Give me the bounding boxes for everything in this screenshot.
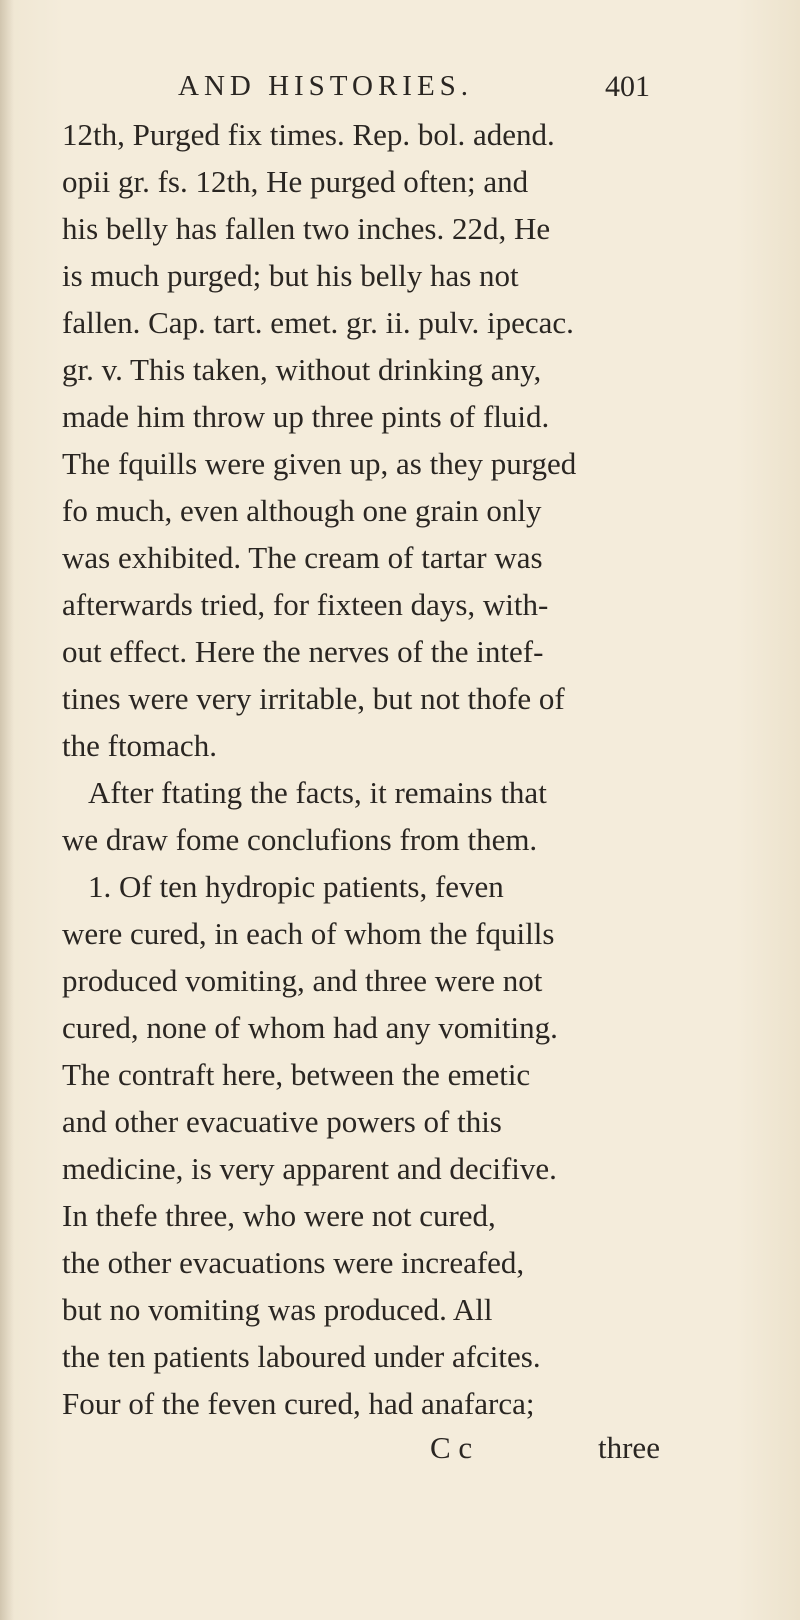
page-header [0, 70, 800, 110]
text-line: was exhibited. The cream of tartar was [62, 540, 543, 575]
page-footer [0, 1430, 800, 1470]
page-number: 401 [605, 70, 650, 103]
text-line: the ftomach. [62, 728, 217, 763]
text-line: his belly has fallen two inches. 22d, He [62, 211, 551, 246]
text-line: medicine, is very apparent and decifive. [62, 1151, 557, 1186]
text-line: the ten patients laboured under afcites. [62, 1339, 541, 1374]
running-head: AND HISTORIES. [178, 70, 474, 102]
page-gutter-shadow [0, 0, 14, 1620]
text-line: afterwards tried, for fixteen days, with- [62, 587, 549, 622]
text-line: 12th, Purged fix times. Rep. bol. adend. [62, 117, 555, 152]
text-line: The contraft here, between the emetic [62, 1057, 531, 1092]
text-line: were cured, in each of whom the fquills [62, 916, 555, 951]
text-line: 1. Of ten hydropic patients, feven [88, 869, 504, 904]
text-line: fo much, even although one grain only [62, 493, 542, 528]
signature-mark: C c [430, 1430, 473, 1465]
text-line: gr. v. This taken, without drinking any, [62, 352, 542, 387]
text-line: fallen. Cap. tart. emet. gr. ii. pulv. ipecac. [62, 305, 574, 340]
text-line: After ftating the facts, it remains that [88, 775, 547, 810]
text-line: and other evacuative powers of this [62, 1104, 502, 1139]
text-line: produced vomiting, and three were not [62, 963, 543, 998]
text-line: made him throw up three pints of fluid. [62, 399, 550, 434]
text-line: Four of the feven cured, had anafarca; [62, 1386, 535, 1421]
text-line: the other evacuations were increafed, [62, 1245, 525, 1280]
text-line: The fquills were given up, as they purged [62, 446, 577, 481]
text-line: opii gr. fs. 12th, He purged often; and [62, 164, 529, 199]
text-line: cured, none of whom had any vomiting. [62, 1010, 558, 1045]
text-line: we draw fome conclufions from them. [62, 822, 538, 857]
text-line: In thefe three, who were not cured, [62, 1198, 496, 1233]
text-line: tines were very irritable, but not thofe of [62, 681, 565, 716]
text-line: but no vomiting was produced. All [62, 1292, 493, 1327]
text-line: out effect. Here the nerves of the intef- [62, 634, 544, 669]
catchword: three [598, 1430, 660, 1465]
text-line: is much purged; but his belly has not [62, 258, 519, 293]
